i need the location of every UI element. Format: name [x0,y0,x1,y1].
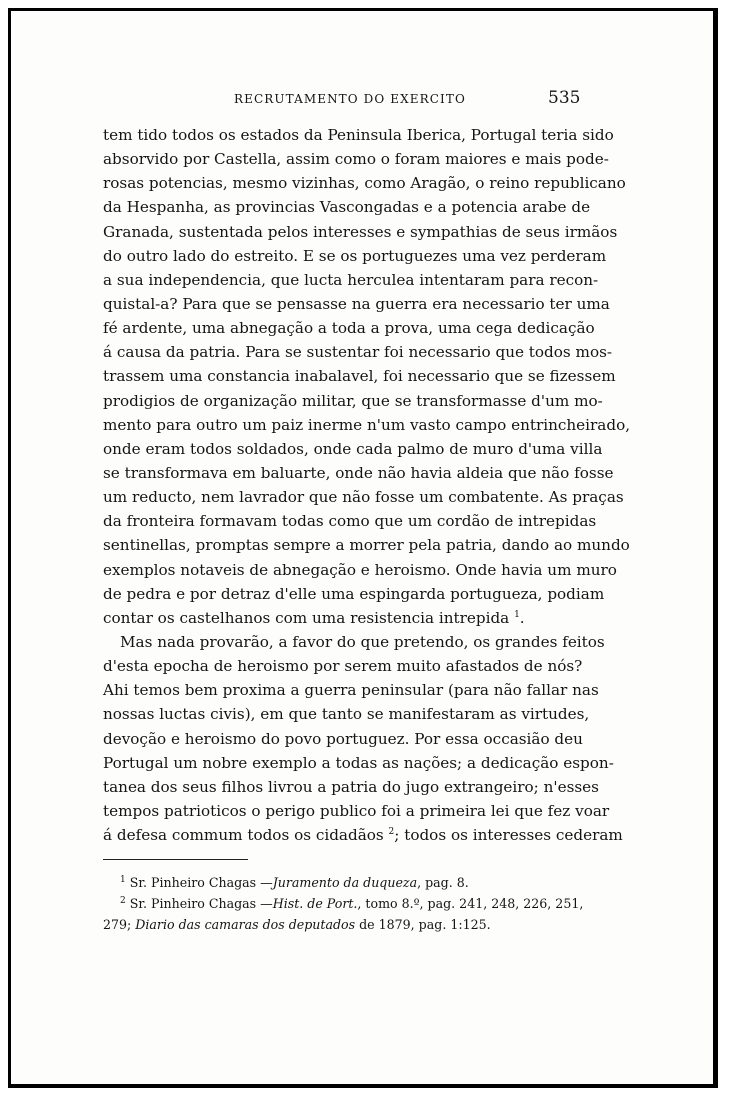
paragraph-end-line: contar os castelhanos com uma resistencia intrepida $^1$. [103,608,525,627]
footnote-author: Sr. Pinheiro Chagas — [129,896,273,911]
text-line: nossas luctas civis), em que tanto se manifestaram as virtudes, [103,705,590,724]
page-number: 535 [548,88,581,108]
running-header [0,88,734,110]
body-text [103,123,631,847]
text-span: contar os castelhanos com uma resistencia intrepida [103,608,510,627]
text-line: quistal-a? Para que se pensasse na guerra era necessario ter uma [103,294,610,313]
footnotes [103,872,584,935]
text-line: fé ardente, uma abnegação a toda a prova, uma cega dedicação [103,319,595,338]
text-line: da Hespanha, as provincias Vascongadas e a potencia arabe de [103,198,591,217]
text-line [103,823,623,847]
text-line: tanea dos seus filhos livrou a patria do jugo extrangeiro; n'esses [103,777,599,796]
footnote-author: Sr. Pinheiro Chagas — [129,875,273,890]
footnote-number: 2 [120,895,126,906]
footnote-1 [103,872,573,893]
footnote-title: Juramento da duqueza [272,875,418,890]
footnote-title: Diario das camaras dos deputados [135,917,356,932]
text-line: da fronteira formavam todas como que um cordão de intrepidas [103,512,597,531]
text-line: devoção e heroismo do povo portuguez. Por essa occasião deu [103,729,583,748]
text-line: prodigios de organização militar, que se transformasse d'um mo- [103,391,603,410]
text-line: rosas potencias, mesmo vizinhas, como Aragão, o reino republicano [103,174,626,193]
text-line: um reducto, nem lavrador que não fosse um combatente. As praças [103,488,624,507]
text-line: absorvido por Castella, assim como o foram maiores e mais pode- [103,150,609,169]
text-line: tempos patrioticos o perigo publico foi a primeira lei que fez voar [103,801,610,820]
running-title: RECRUTAMENTO DO EXERCITO [234,92,466,106]
text-line: trassem uma constancia inabalavel, foi necessario que se fizessem [103,367,616,386]
text-line: tem tido todos os estados da Peninsula Iberica, Portugal teria sido [103,126,614,144]
footnote-suffix: , tomo 8.º, pag. 241, 248, 226, 251, [357,896,584,911]
footnote-mark: 2 [388,827,395,838]
text-line: exemplos notaveis de abnegação e heroismo. Onde havia um muro [103,560,617,579]
text-line: Mas nada provarão, a favor do que pretendo, os grandes feitos [120,632,605,651]
footnote-2 [103,893,584,914]
text-line: de pedra e por detraz d'elle uma espingarda portugueza, podiam [103,584,605,603]
text-line: sentinellas, promptas sempre a morrer pela patria, dando ao mundo [103,536,630,555]
text-line: do outro lado do estreito. E se os portuguezes uma vez perderam [103,246,607,265]
text-line: onde eram todos soldados, onde cada palmo de muro d'uma villa [103,439,603,458]
text-line: mento para outro um paiz inerme n'um vasto campo entrincheirado, [103,415,631,434]
text-line: Portugal um nobre exemplo a todas as nações; a dedicação espon- [103,753,614,772]
footnote-rule [103,859,248,860]
text-span: á defesa commum todos os cidadãos [103,826,384,845]
footnote-title: Hist. de Port. [272,896,358,911]
text-line: a sua independencia, que lucta herculea intentaram para recon- [103,270,599,289]
footnote-text: 279; [103,917,132,932]
footnote-suffix: , pag. 8. [417,875,469,890]
text-line: Granada, sustentada pelos interesses e sympathias de seus irmãos [103,222,618,241]
footnote-mark: 1 [514,609,520,620]
text-line: Ahi temos bem proxima a guerra peninsular (para não fallar nas [103,681,599,700]
text-line: se transformava em baluarte, onde não havia aldeia que não fosse [103,463,614,482]
footnote-text: de 1879, pag. 1:125. [359,917,491,932]
text-line: á causa da patria. Para se sustentar foi necessario que todos mos- [103,343,613,362]
footnote-2-continued [103,914,573,935]
text-span: ; todos os interesses cederam [394,826,623,845]
text-line: d'esta epocha de heroismo por serem muito afastados de nós? [103,657,583,676]
footnote-number: 1 [120,874,126,885]
